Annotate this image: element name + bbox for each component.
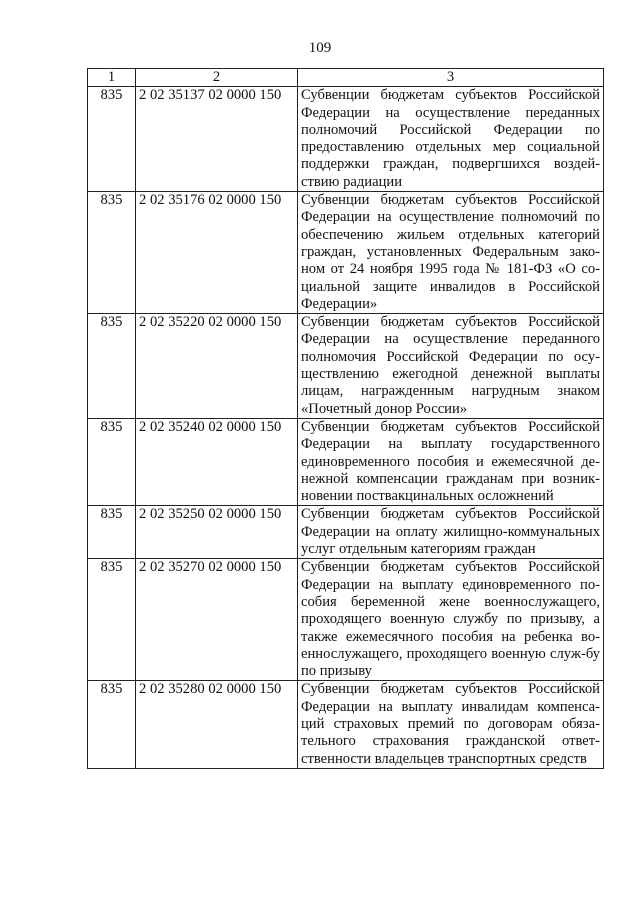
- revenue-name-cell: Субвенции бюджетам субъектов Российской Федерации на осуществление полномочий по обеспечению жильем отдельных категорий граждан, установленных Федеральным зако-ном от 24 ноября 1995 года № 181-ФЗ «О со-циальной защите инвалидов в Российской Федерации»: [298, 192, 604, 314]
- revenue-name-cell: Субвенции бюджетам субъектов Российской Федерации на осуществление переданных полномочий Российской Федерации по предоставлению отдельных мер социальной поддержки граждан, подвергшихся воздей-ствию радиации: [298, 87, 604, 192]
- revenue-name-cell: Субвенции бюджетам субъектов Российской Федерации на оплату жилищно-коммунальных услуг отдельным категориям граждан: [298, 506, 604, 559]
- revenue-name-cell: Субвенции бюджетам субъектов Российской Федерации на выплату инвалидам компенса-ций страховых премий по договорам обяза-тельного страхования гражданской ответ-ственности владельцев транспортных средств: [298, 681, 604, 768]
- table-row: [88, 87, 604, 192]
- revenue-code-cell: 2 02 35280 02 0000 150: [136, 681, 298, 768]
- budget-revenue-table: [87, 68, 604, 769]
- admin-code-cell: 835: [88, 192, 136, 314]
- revenue-name-cell: Субвенции бюджетам субъектов Российской Федерации на осуществление переданного полномочия Российской Федерации по осу-ществлению ежегодной денежной выплаты лицам, награжденным нагрудным знаком «Почетный донор России»: [298, 314, 604, 419]
- admin-code-cell: 835: [88, 506, 136, 559]
- table-row: [88, 314, 604, 419]
- admin-code-cell: 835: [88, 314, 136, 419]
- revenue-code-cell: 2 02 35240 02 0000 150: [136, 418, 298, 505]
- admin-code-cell: 835: [88, 87, 136, 192]
- revenue-code-cell: 2 02 35137 02 0000 150: [136, 87, 298, 192]
- table-row: [88, 192, 604, 314]
- table-row: [88, 418, 604, 505]
- revenue-code-cell: 2 02 35250 02 0000 150: [136, 506, 298, 559]
- admin-code-cell: 835: [88, 418, 136, 505]
- page-number: 109: [308, 40, 332, 56]
- table-header-row: [88, 69, 604, 87]
- column-header-1: 1: [88, 69, 136, 87]
- column-header-3: 3: [298, 69, 604, 87]
- table-row: [88, 681, 604, 768]
- revenue-code-cell: 2 02 35270 02 0000 150: [136, 559, 298, 681]
- admin-code-cell: 835: [88, 681, 136, 768]
- revenue-name-cell: Субвенции бюджетам субъектов Российской Федерации на выплату единовременного по-собия беременной жене военнослужащего, проходящего военную службу по призыву, а также ежемесячного пособия на ребенка во-еннослужащего, проходящего военную служ-бу по призыву: [298, 559, 604, 681]
- revenue-code-cell: 2 02 35176 02 0000 150: [136, 192, 298, 314]
- revenue-name-cell: Субвенции бюджетам субъектов Российской Федерации на выплату государственного единовременного пособия и ежемесячной де-нежной компенсации гражданам при возник-новении поствакцинальных осложнений: [298, 418, 604, 505]
- table-row: [88, 559, 604, 681]
- revenue-code-cell: 2 02 35220 02 0000 150: [136, 314, 298, 419]
- table-row: [88, 506, 604, 559]
- column-header-2: 2: [136, 69, 298, 87]
- admin-code-cell: 835: [88, 559, 136, 681]
